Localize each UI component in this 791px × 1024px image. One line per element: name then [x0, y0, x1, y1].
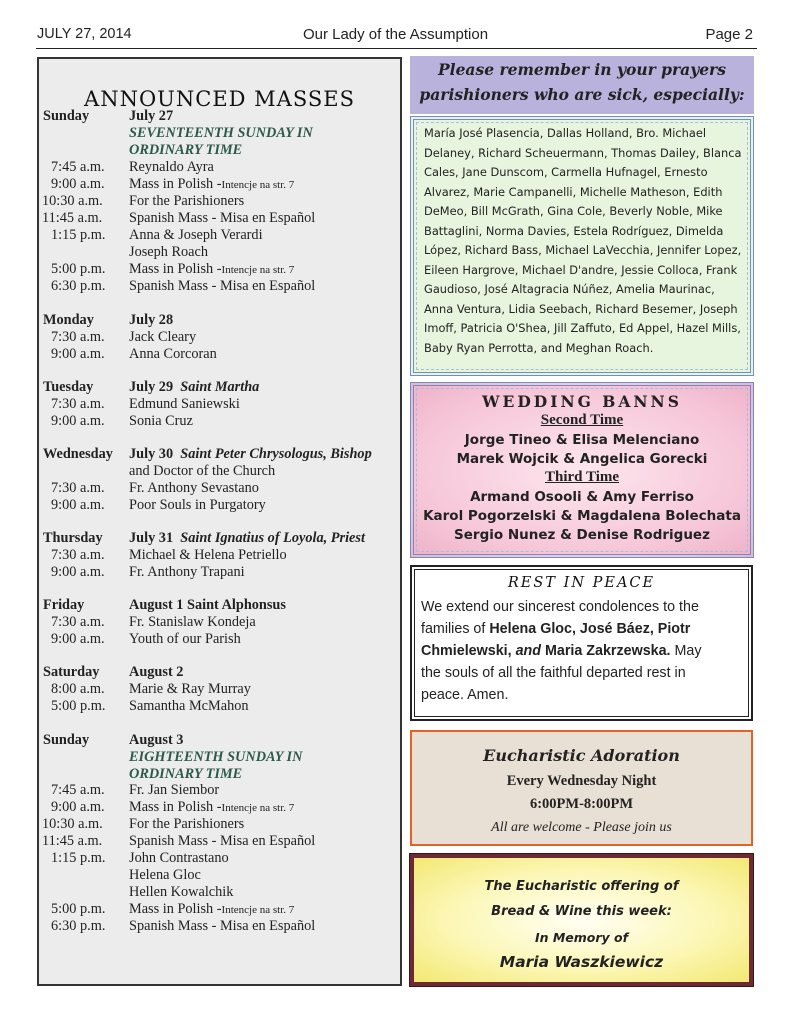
mass-intention: Fr. Jan Siembor [129, 782, 220, 798]
day-label: Saturday [43, 664, 100, 680]
sick-list-line: Battaglini, Norma Davies, Estela Rodríguez, Dimelda [424, 223, 724, 238]
day-label: Monday [43, 312, 94, 328]
day-date: August 1 Saint Alphonsus [129, 597, 286, 613]
mass-intention: Marie & Ray Murray [129, 681, 251, 697]
mass-time: 11:45 a.m. [42, 833, 103, 849]
mass-time: 9:00 a.m. [51, 176, 105, 192]
wedding-banns-title: WEDDING BANNS [482, 392, 682, 411]
parish-name: Our Lady of the Assumption [302, 26, 489, 43]
prayer-heading-line: Please remember in your prayers [438, 60, 726, 79]
mass-intention: Spanish Mass - Misa en Español [129, 210, 316, 226]
condolence-line: families of Helena Gloc, José Báez, Piotr [421, 621, 691, 637]
mass-time: 10:30 a.m. [42, 193, 103, 209]
intention-note: Intencje na str. 7 [221, 904, 295, 916]
mass-intention: Jack Cleary [129, 329, 197, 345]
feast-title: SEVENTEENTH SUNDAY IN [129, 125, 313, 141]
mass-intention: Spanish Mass - Misa en Español [129, 278, 316, 294]
day-label: Thursday [43, 530, 103, 546]
sick-list-line: Imoff, Patricia O'Shea, Jill Zaffuto, Ed Appel, Hazel Mills, [424, 321, 741, 335]
mass-time: 5:00 p.m. [51, 698, 106, 714]
mass-intention: Helena Gloc [129, 867, 201, 883]
rest-in-peace-title: REST IN PEACE [507, 575, 656, 591]
sick-list-line: Cales, Jane Dunscom, Carmella Hufnagel, Ernesto [424, 165, 708, 179]
mass-time: 7:45 a.m. [51, 782, 105, 798]
offering-line: In Memory of [534, 930, 629, 945]
mass-intention: John Contrastano [129, 850, 229, 866]
day-date: July 27 [129, 108, 174, 124]
mass-intention: Samantha McMahon [129, 698, 249, 714]
sick-list-line: Anna Ventura, Lidia Seebach, Richard Besemer, Joseph [424, 301, 738, 316]
intention-note: Intencje na str. 7 [221, 179, 295, 191]
mass-time: 7:30 a.m. [51, 614, 105, 630]
day-label: Tuesday [43, 379, 94, 395]
prayer-heading-line: parishioners who are sick, especially: [419, 85, 745, 104]
mass-intention: Fr. Stanislaw Kondeja [129, 614, 256, 630]
intention-note: Intencje na str. 7 [221, 264, 295, 276]
deceased-names: Chmielewski, [421, 643, 516, 659]
sick-list-line: Eileen Hargrove, Michael D'andre, Jessie Colloca, Frank [424, 262, 738, 277]
saint-name: Saint Ignatius of Loyola, Priest [180, 530, 365, 546]
feast-title: EIGHTEENTH SUNDAY IN [129, 749, 303, 765]
mass-time: 8:00 a.m. [51, 681, 105, 697]
mass-time: 9:00 a.m. [51, 564, 105, 580]
prayer-request-heading [410, 56, 754, 114]
day-label: Friday [43, 597, 85, 613]
day-date: August 2 [129, 664, 184, 680]
sick-list-box [410, 116, 754, 376]
adoration-time: 6:00PM-8:00PM [529, 796, 634, 812]
banns-couple: Karol Pogorzelski & Magdalena Bolechata [423, 508, 741, 524]
mass-intention: Anna & Joseph Verardi [129, 227, 263, 243]
mass-intention: Sonia Cruz [129, 413, 193, 429]
sick-list-line: DeMeo, Bill McGrath, Gina Cole, Beverly Noble, Mike [424, 204, 723, 218]
mass-time: 6:30 p.m. [51, 278, 106, 294]
mass-intention: Poor Souls in Purgatory [129, 497, 266, 513]
mass-time: 7:30 a.m. [51, 480, 105, 496]
mass-intention: Reynaldo Ayra [129, 159, 214, 175]
mass-time: 11:45 a.m. [42, 210, 103, 226]
sick-list-line: María José Plasencia, Dallas Holland, Bro. Michael [424, 126, 707, 140]
eucharistic-offering-box [410, 854, 753, 986]
mass-time: 9:00 a.m. [51, 631, 105, 647]
banns-third-time-label: Third Time [544, 469, 620, 485]
banns-couple: Jorge Tineo & Elisa Melenciano [464, 432, 700, 448]
day-date: July 30 Saint Peter Chrysologus, Bishop [129, 446, 372, 462]
mass-time: 5:00 p.m. [51, 901, 106, 917]
announced-masses-panel [37, 57, 402, 986]
sick-list-line: Delaney, Richard Scheuermann, Thomas Dailey, Blanca [424, 145, 742, 160]
intention-note: Intencje na str. 7 [221, 802, 295, 814]
header-rule [36, 48, 757, 49]
banns-couple: Marek Wojcik & Angelica Gorecki [456, 451, 708, 467]
mass-time: 9:00 a.m. [51, 497, 105, 513]
banns-couple: Armand Osooli & Amy Ferriso [470, 489, 694, 505]
day-date: July 29 Saint Martha [129, 379, 260, 395]
mass-intention: Mass in Polish -Intencje na str. 7 [129, 176, 295, 192]
sick-list-line: Gaudioso, José Altagracia Núñez, Amelia Maurinac, [424, 282, 715, 296]
mass-time: 5:00 p.m. [51, 261, 106, 277]
offering-memorial-name: Maria Waszkiewicz [499, 953, 664, 971]
sick-list-line: López, Richard Bass, Michael LaVecchia, Jennifer Lopez, [424, 243, 742, 257]
mass-time: 6:30 p.m. [51, 918, 106, 934]
mass-intention: For the Parishioners [129, 816, 245, 832]
bulletin-date: JULY 27, 2014 [37, 26, 132, 42]
sick-list-line: Baby Ryan Perrotta, and Meghan Roach. [424, 340, 654, 355]
condolence-line: peace. Amen. [421, 687, 509, 703]
deceased-names: Helena Gloc, José Báez, Piotr [489, 621, 691, 637]
page-number: Page 2 [705, 26, 753, 43]
deceased-names: Maria Zakrzewska. [540, 643, 671, 659]
saint-name: and Doctor of the Church [129, 463, 276, 479]
mass-intention: Anna Corcoran [129, 346, 217, 362]
saint-name: Saint Martha [180, 379, 260, 395]
rest-in-peace-box [410, 565, 753, 721]
banns-second-time-label: Second Time [540, 412, 624, 428]
day-label: Wednesday [43, 446, 113, 462]
mass-intention: Hellen Kowalchik [129, 884, 234, 900]
condolence-line: Chmielewski, and Maria Zakrzewska. May [421, 643, 702, 659]
day-label: Sunday [43, 108, 90, 124]
feast-title: ORDINARY TIME [129, 766, 243, 782]
mass-intention: Youth of our Parish [129, 631, 241, 647]
mass-time: 9:00 a.m. [51, 413, 105, 429]
mass-time: 1:15 p.m. [51, 227, 106, 243]
day-date: July 31 Saint Ignatius of Loyola, Priest [129, 530, 365, 546]
announced-masses-title: ANNOUNCED MASSES [84, 87, 355, 111]
condolence-line: We extend our sincerest condolences to the [421, 599, 699, 615]
mass-time: 7:45 a.m. [51, 159, 105, 175]
adoration-day: Every Wednesday Night [506, 773, 657, 789]
mass-intention: Spanish Mass - Misa en Español [129, 918, 316, 934]
mass-time: 7:30 a.m. [51, 329, 105, 345]
mass-intention: Mass in Polish -Intencje na str. 7 [129, 901, 295, 917]
adoration-title: Eucharistic Adoration [483, 746, 680, 765]
mass-time: 9:00 a.m. [51, 346, 105, 362]
mass-time: 1:15 p.m. [51, 850, 106, 866]
mass-intention: Fr. Anthony Sevastano [129, 480, 259, 496]
mass-intention: Edmund Saniewski [129, 396, 240, 412]
saint-name: Saint Peter Chrysologus, Bishop [180, 446, 372, 462]
mass-intention: Mass in Polish -Intencje na str. 7 [129, 261, 295, 277]
mass-intention: Spanish Mass - Misa en Español [129, 833, 316, 849]
wedding-banns-box [410, 382, 754, 558]
eucharistic-adoration-box [410, 730, 753, 846]
sick-list-line: Alvarez, Marie Campanelli, Michelle Matheson, Edith [424, 184, 723, 199]
mass-time: 10:30 a.m. [42, 816, 103, 832]
day-label: Sunday [43, 732, 90, 748]
mass-intention: Michael & Helena Petriello [129, 547, 287, 563]
adoration-invitation: All are welcome - Please join us [491, 820, 672, 835]
mass-intention: Mass in Polish -Intencje na str. 7 [129, 799, 295, 815]
feast-title: ORDINARY TIME [129, 142, 243, 158]
banns-couple: Sergio Nunez & Denise Rodriguez [454, 527, 710, 543]
mass-intention: For the Parishioners [129, 193, 245, 209]
offering-line: The Eucharistic offering of [484, 879, 679, 894]
mass-time: 7:30 a.m. [51, 547, 105, 563]
day-date: July 28 [129, 312, 174, 328]
mass-time: 7:30 a.m. [51, 396, 105, 412]
offering-line: Bread & Wine this week: [491, 904, 672, 919]
mass-time: 9:00 a.m. [51, 799, 105, 815]
mass-intention: Fr. Anthony Trapani [129, 564, 245, 580]
mass-intention: Joseph Roach [129, 244, 209, 260]
day-date: August 3 [129, 732, 184, 748]
condolence-line: the souls of all the faithful departed rest in [421, 665, 686, 681]
